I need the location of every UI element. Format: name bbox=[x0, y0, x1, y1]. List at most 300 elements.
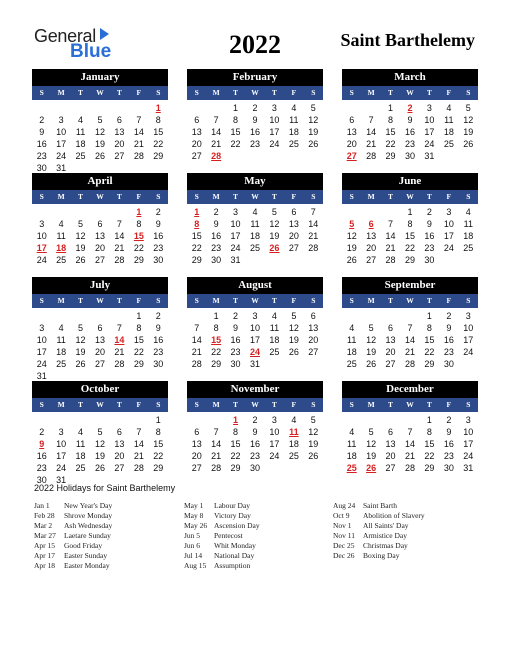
day-cell: 8 bbox=[155, 427, 161, 437]
empty-cell bbox=[342, 310, 361, 322]
day-cell: 27 bbox=[308, 347, 319, 357]
day-cell: 3 bbox=[39, 323, 45, 333]
day-grid bbox=[32, 102, 168, 174]
day-cell: 6 bbox=[388, 323, 394, 333]
holiday-entry bbox=[333, 541, 483, 551]
day-cell: 11 bbox=[56, 335, 66, 345]
day-cell: 16 bbox=[153, 335, 164, 345]
weekday-label: M bbox=[212, 192, 220, 201]
day-cell: 4 bbox=[291, 103, 297, 113]
day-cell: 31 bbox=[230, 255, 241, 265]
day-cell: 29 bbox=[385, 151, 396, 161]
day-cell: 17 bbox=[56, 451, 67, 461]
weekday-label: S bbox=[194, 192, 199, 201]
day-cell: 24 bbox=[56, 463, 67, 473]
day-cell: 9 bbox=[426, 219, 432, 229]
day-cell: 11 bbox=[444, 115, 454, 125]
day-cell: 1 bbox=[233, 103, 239, 113]
day-cell: 30 bbox=[404, 151, 415, 161]
holiday-name: Labour Day bbox=[214, 501, 251, 510]
day-cell: 27 bbox=[94, 359, 105, 369]
month-june bbox=[342, 173, 478, 266]
country-name: Saint Barthelemy bbox=[340, 30, 475, 50]
day-cell: 7 bbox=[310, 207, 316, 217]
day-cell: 29 bbox=[133, 359, 144, 369]
day-cell: 22 bbox=[153, 451, 164, 461]
empty-cell bbox=[400, 310, 419, 322]
empty-cell bbox=[51, 310, 70, 322]
month-title: March bbox=[342, 69, 478, 86]
day-grid bbox=[32, 414, 168, 486]
day-cell: 16 bbox=[36, 139, 47, 149]
day-cell: 28 bbox=[404, 359, 415, 369]
empty-cell bbox=[51, 414, 70, 426]
day-cell: 24 bbox=[56, 151, 67, 161]
day-cell: 11 bbox=[289, 115, 299, 125]
weekday-label: F bbox=[446, 296, 452, 305]
weekday-label: W bbox=[406, 400, 414, 409]
day-cell: 30 bbox=[230, 359, 241, 369]
day-cell: 5 bbox=[310, 103, 316, 113]
holiday-entry bbox=[184, 511, 334, 521]
day-cell: 18 bbox=[288, 439, 299, 449]
day-cell: 10 bbox=[36, 231, 47, 241]
logo-general-text: General bbox=[34, 26, 96, 46]
holiday-date: Apr 18 bbox=[34, 561, 56, 570]
day-cell: 7 bbox=[213, 115, 219, 125]
empty-cell bbox=[342, 414, 361, 426]
day-cell: 30 bbox=[211, 255, 222, 265]
weekday-label: M bbox=[367, 88, 375, 97]
day-cell: 25 bbox=[75, 151, 86, 161]
day-cell: 5 bbox=[78, 323, 84, 333]
day-cell: 11 bbox=[75, 127, 86, 137]
day-cell: 23 bbox=[443, 451, 454, 461]
day-cell: 16 bbox=[443, 335, 454, 345]
holiday-name: Laetare Sunday bbox=[64, 531, 111, 540]
day-cell: 12 bbox=[288, 323, 299, 333]
day-cell: 19 bbox=[308, 439, 319, 449]
empty-cell bbox=[381, 206, 400, 218]
day-cell: 28 bbox=[191, 359, 202, 369]
day-cell: 4 bbox=[446, 103, 452, 113]
day-cell: 27 bbox=[94, 255, 105, 265]
weekday-label: W bbox=[251, 192, 259, 201]
day-cell: 29 bbox=[153, 463, 164, 473]
weekday-label: S bbox=[311, 88, 316, 97]
holiday-name: Assumption bbox=[214, 561, 251, 570]
day-grid bbox=[342, 310, 478, 370]
day-cell: 12 bbox=[75, 335, 86, 345]
day-cell: 1 bbox=[426, 311, 432, 321]
weekday-label: S bbox=[311, 296, 316, 305]
day-cell: 4 bbox=[252, 207, 258, 217]
day-cell: 24 bbox=[36, 359, 47, 369]
weekday-label: S bbox=[349, 88, 354, 97]
day-cell: 3 bbox=[271, 103, 277, 113]
day-cell: 9 bbox=[252, 115, 258, 125]
day-cell: 23 bbox=[404, 139, 415, 149]
month-august bbox=[187, 277, 323, 370]
day-cell: 4 bbox=[349, 427, 355, 437]
day-cell: 17 bbox=[443, 231, 454, 241]
holiday-entry bbox=[184, 501, 334, 511]
weekday-label: M bbox=[57, 88, 65, 97]
day-cell: 30 bbox=[443, 359, 454, 369]
weekday-label: M bbox=[367, 296, 375, 305]
weekday-label: F bbox=[136, 400, 142, 409]
empty-cell bbox=[110, 414, 129, 426]
day-cell: 21 bbox=[404, 451, 415, 461]
day-grid bbox=[342, 206, 478, 266]
day-cell: 24 bbox=[36, 255, 47, 265]
day-cell: 12 bbox=[308, 427, 319, 437]
day-cell: 2 bbox=[446, 415, 452, 425]
day-cell: 16 bbox=[424, 231, 435, 241]
day-cell: 18 bbox=[269, 335, 280, 345]
day-cell: 22 bbox=[424, 347, 435, 357]
weekday-label: M bbox=[212, 88, 220, 97]
weekday-label: S bbox=[311, 400, 316, 409]
day-cell: 10 bbox=[249, 323, 260, 333]
day-cell: 29 bbox=[424, 463, 435, 473]
day-cell: 21 bbox=[308, 231, 319, 241]
day-cell: 4 bbox=[58, 323, 64, 333]
day-cell: 10 bbox=[269, 427, 280, 437]
weekday-label: S bbox=[466, 296, 471, 305]
weekday-header bbox=[32, 86, 168, 100]
holiday-name: All Saints' Day bbox=[363, 521, 409, 530]
empty-cell bbox=[342, 102, 361, 114]
day-grid bbox=[187, 102, 323, 162]
day-cell: 16 bbox=[153, 231, 164, 241]
day-cell: 8 bbox=[407, 219, 413, 229]
day-cell: 31 bbox=[424, 151, 435, 161]
day-cell: 25 bbox=[269, 347, 280, 357]
holiday-entry bbox=[184, 541, 334, 551]
day-grid bbox=[342, 414, 478, 474]
day-cell: 9 bbox=[252, 427, 258, 437]
holiday-entry bbox=[34, 531, 184, 541]
day-cell: 28 bbox=[308, 243, 319, 253]
day-cell: 28 bbox=[133, 151, 144, 161]
day-cell: 6 bbox=[194, 427, 200, 437]
empty-cell bbox=[400, 414, 419, 426]
empty-cell bbox=[129, 102, 148, 114]
day-cell: 27 bbox=[114, 151, 125, 161]
weekday-label: S bbox=[466, 400, 471, 409]
weekday-label: S bbox=[156, 296, 161, 305]
day-cell: 13 bbox=[114, 439, 125, 449]
day-cell: 22 bbox=[424, 451, 435, 461]
day-cell: 6 bbox=[194, 115, 200, 125]
day-cell: 3 bbox=[39, 219, 45, 229]
day-cell: 8 bbox=[136, 219, 142, 229]
day-cell: 11 bbox=[250, 219, 260, 229]
day-cell: 2 bbox=[39, 427, 45, 437]
day-cell: 12 bbox=[366, 335, 377, 345]
day-cell: 10 bbox=[443, 219, 454, 229]
day-cell: 7 bbox=[194, 323, 200, 333]
day-cell: 5 bbox=[78, 219, 84, 229]
holiday-entry bbox=[184, 531, 334, 541]
day-cell: 22 bbox=[211, 347, 222, 357]
holiday-day-cell: 15 bbox=[211, 335, 222, 345]
holiday-date: Jul 14 bbox=[184, 551, 203, 560]
day-cell: 11 bbox=[75, 439, 86, 449]
day-cell: 31 bbox=[56, 163, 67, 173]
day-cell: 8 bbox=[213, 323, 219, 333]
day-cell: 1 bbox=[388, 103, 394, 113]
day-cell: 14 bbox=[308, 219, 319, 229]
day-cell: 15 bbox=[191, 231, 202, 241]
day-cell: 8 bbox=[136, 323, 142, 333]
day-cell: 20 bbox=[94, 243, 105, 253]
holiday-day-cell: 1 bbox=[136, 207, 142, 217]
day-cell: 15 bbox=[230, 439, 241, 449]
day-cell: 24 bbox=[424, 139, 435, 149]
empty-cell bbox=[90, 206, 109, 218]
holiday-entry bbox=[333, 521, 483, 531]
day-cell: 29 bbox=[153, 151, 164, 161]
day-cell: 2 bbox=[39, 115, 45, 125]
day-cell: 23 bbox=[36, 463, 47, 473]
holiday-day-cell: 5 bbox=[349, 219, 355, 229]
day-cell: 31 bbox=[463, 463, 474, 473]
empty-cell bbox=[32, 310, 51, 322]
day-cell: 7 bbox=[407, 323, 413, 333]
day-cell: 23 bbox=[211, 243, 222, 253]
day-cell: 12 bbox=[463, 115, 474, 125]
day-cell: 12 bbox=[308, 115, 319, 125]
day-cell: 28 bbox=[114, 359, 125, 369]
holiday-column bbox=[333, 501, 483, 561]
day-cell: 13 bbox=[191, 439, 202, 449]
holiday-date: Jun 5 bbox=[184, 531, 201, 540]
day-cell: 24 bbox=[443, 243, 454, 253]
day-cell: 14 bbox=[133, 439, 144, 449]
weekday-label: T bbox=[388, 88, 394, 97]
weekday-label: T bbox=[78, 88, 84, 97]
holiday-day-cell: 11 bbox=[289, 427, 299, 437]
day-cell: 26 bbox=[463, 139, 474, 149]
day-cell: 11 bbox=[463, 219, 473, 229]
day-cell: 13 bbox=[385, 439, 396, 449]
holiday-date: Dec 26 bbox=[333, 551, 355, 560]
month-title: September bbox=[342, 277, 478, 294]
day-cell: 26 bbox=[75, 359, 86, 369]
holiday-day-cell: 9 bbox=[39, 439, 45, 449]
month-title: February bbox=[187, 69, 323, 86]
holiday-name: Pentecost bbox=[214, 531, 243, 540]
day-cell: 17 bbox=[36, 347, 47, 357]
day-cell: 8 bbox=[233, 427, 239, 437]
holiday-day-cell: 14 bbox=[114, 335, 125, 345]
day-cell: 19 bbox=[75, 243, 86, 253]
empty-cell bbox=[129, 414, 148, 426]
day-grid bbox=[32, 206, 168, 266]
holiday-entry bbox=[333, 531, 483, 541]
holiday-name: Ascension Day bbox=[214, 521, 260, 530]
empty-cell bbox=[71, 102, 90, 114]
holiday-day-cell: 28 bbox=[211, 151, 222, 161]
day-cell: 12 bbox=[346, 231, 357, 241]
day-cell: 18 bbox=[346, 451, 357, 461]
day-cell: 4 bbox=[78, 427, 84, 437]
day-cell: 28 bbox=[404, 463, 415, 473]
holiday-name: Whit Monday bbox=[214, 541, 256, 550]
holiday-name: Easter Monday bbox=[64, 561, 110, 570]
empty-cell bbox=[361, 414, 380, 426]
holiday-date: Dec 25 bbox=[333, 541, 355, 550]
day-cell: 17 bbox=[463, 439, 474, 449]
holiday-date: Aug 24 bbox=[333, 501, 356, 510]
day-cell: 15 bbox=[153, 127, 164, 137]
month-december bbox=[342, 381, 478, 474]
weekday-label: T bbox=[271, 400, 277, 409]
day-cell: 18 bbox=[75, 139, 86, 149]
weekday-label: S bbox=[194, 88, 199, 97]
day-cell: 18 bbox=[346, 347, 357, 357]
holiday-day-cell: 18 bbox=[56, 243, 67, 253]
weekday-label: M bbox=[212, 400, 220, 409]
day-cell: 26 bbox=[366, 359, 377, 369]
weekday-header bbox=[187, 190, 323, 204]
weekday-header bbox=[342, 398, 478, 412]
day-grid bbox=[187, 206, 323, 266]
weekday-label: W bbox=[96, 400, 104, 409]
weekday-label: T bbox=[388, 400, 394, 409]
holiday-day-cell: 26 bbox=[366, 463, 377, 473]
day-cell: 20 bbox=[191, 139, 202, 149]
day-cell: 3 bbox=[426, 103, 432, 113]
day-cell: 2 bbox=[446, 311, 452, 321]
day-cell: 29 bbox=[211, 359, 222, 369]
weekday-label: W bbox=[251, 88, 259, 97]
month-title: July bbox=[32, 277, 168, 294]
day-cell: 20 bbox=[366, 243, 377, 253]
day-cell: 30 bbox=[36, 475, 47, 485]
day-cell: 15 bbox=[133, 335, 144, 345]
day-cell: 24 bbox=[269, 139, 280, 149]
day-cell: 7 bbox=[368, 115, 374, 125]
day-cell: 2 bbox=[233, 311, 239, 321]
day-grid bbox=[342, 102, 478, 162]
holiday-date: Apr 17 bbox=[34, 551, 56, 560]
day-cell: 22 bbox=[153, 139, 164, 149]
day-cell: 16 bbox=[404, 127, 415, 137]
empty-cell bbox=[90, 310, 109, 322]
day-cell: 3 bbox=[465, 415, 471, 425]
holiday-date: Feb 28 bbox=[34, 511, 55, 520]
day-cell: 11 bbox=[347, 335, 357, 345]
day-cell: 16 bbox=[443, 439, 454, 449]
day-cell: 6 bbox=[116, 115, 122, 125]
weekday-label: T bbox=[233, 88, 239, 97]
day-cell: 4 bbox=[291, 415, 297, 425]
weekday-label: S bbox=[349, 400, 354, 409]
day-cell: 23 bbox=[153, 243, 164, 253]
day-cell: 25 bbox=[463, 243, 474, 253]
day-cell: 17 bbox=[269, 439, 280, 449]
weekday-label: S bbox=[466, 192, 471, 201]
day-cell: 27 bbox=[191, 463, 202, 473]
day-cell: 23 bbox=[36, 151, 47, 161]
weekday-label: T bbox=[78, 296, 84, 305]
day-cell: 20 bbox=[308, 335, 319, 345]
weekday-label: S bbox=[349, 192, 354, 201]
holidays-title: 2022 Holidays for Saint Barthelemy bbox=[34, 483, 176, 493]
day-cell: 31 bbox=[249, 359, 260, 369]
day-cell: 2 bbox=[252, 415, 258, 425]
day-cell: 12 bbox=[94, 439, 105, 449]
holiday-entry bbox=[34, 561, 184, 571]
weekday-header bbox=[32, 190, 168, 204]
month-september bbox=[342, 277, 478, 370]
month-march bbox=[342, 69, 478, 162]
day-cell: 10 bbox=[56, 439, 67, 449]
day-cell: 3 bbox=[465, 311, 471, 321]
day-cell: 28 bbox=[114, 255, 125, 265]
day-cell: 16 bbox=[230, 335, 241, 345]
day-cell: 5 bbox=[368, 427, 374, 437]
holiday-date: May 1 bbox=[184, 501, 204, 510]
weekday-label: T bbox=[426, 88, 432, 97]
day-cell: 10 bbox=[424, 115, 435, 125]
day-cell: 21 bbox=[366, 139, 377, 149]
day-cell: 21 bbox=[133, 451, 144, 461]
day-cell: 30 bbox=[249, 463, 260, 473]
weekday-label: M bbox=[367, 400, 375, 409]
day-cell: 17 bbox=[249, 335, 260, 345]
day-cell: 7 bbox=[388, 219, 394, 229]
day-grid bbox=[187, 310, 323, 370]
day-cell: 17 bbox=[424, 127, 435, 137]
day-cell: 8 bbox=[426, 427, 432, 437]
day-cell: 19 bbox=[269, 231, 280, 241]
day-cell: 6 bbox=[116, 427, 122, 437]
weekday-label: T bbox=[78, 400, 84, 409]
day-cell: 2 bbox=[155, 207, 161, 217]
day-cell: 1 bbox=[213, 311, 219, 321]
calendar-year: 2022 bbox=[229, 30, 281, 59]
day-cell: 16 bbox=[211, 231, 222, 241]
day-cell: 26 bbox=[288, 347, 299, 357]
weekday-header bbox=[32, 398, 168, 412]
day-cell: 12 bbox=[94, 127, 105, 137]
day-cell: 28 bbox=[385, 255, 396, 265]
day-cell: 10 bbox=[269, 115, 280, 125]
holiday-name: Ash Wednesday bbox=[64, 521, 113, 530]
weekday-header bbox=[187, 294, 323, 308]
weekday-label: S bbox=[39, 88, 44, 97]
holiday-day-cell: 26 bbox=[269, 243, 280, 253]
day-cell: 14 bbox=[191, 335, 202, 345]
day-cell: 27 bbox=[366, 255, 377, 265]
day-cell: 19 bbox=[94, 451, 105, 461]
day-cell: 9 bbox=[446, 427, 452, 437]
day-cell: 11 bbox=[347, 439, 357, 449]
day-cell: 13 bbox=[288, 219, 299, 229]
day-cell: 26 bbox=[308, 451, 319, 461]
weekday-label: F bbox=[446, 400, 452, 409]
day-cell: 23 bbox=[424, 243, 435, 253]
weekday-label: F bbox=[291, 192, 297, 201]
day-cell: 28 bbox=[133, 463, 144, 473]
weekday-label: M bbox=[367, 192, 375, 201]
weekday-label: T bbox=[426, 192, 432, 201]
day-cell: 9 bbox=[446, 323, 452, 333]
